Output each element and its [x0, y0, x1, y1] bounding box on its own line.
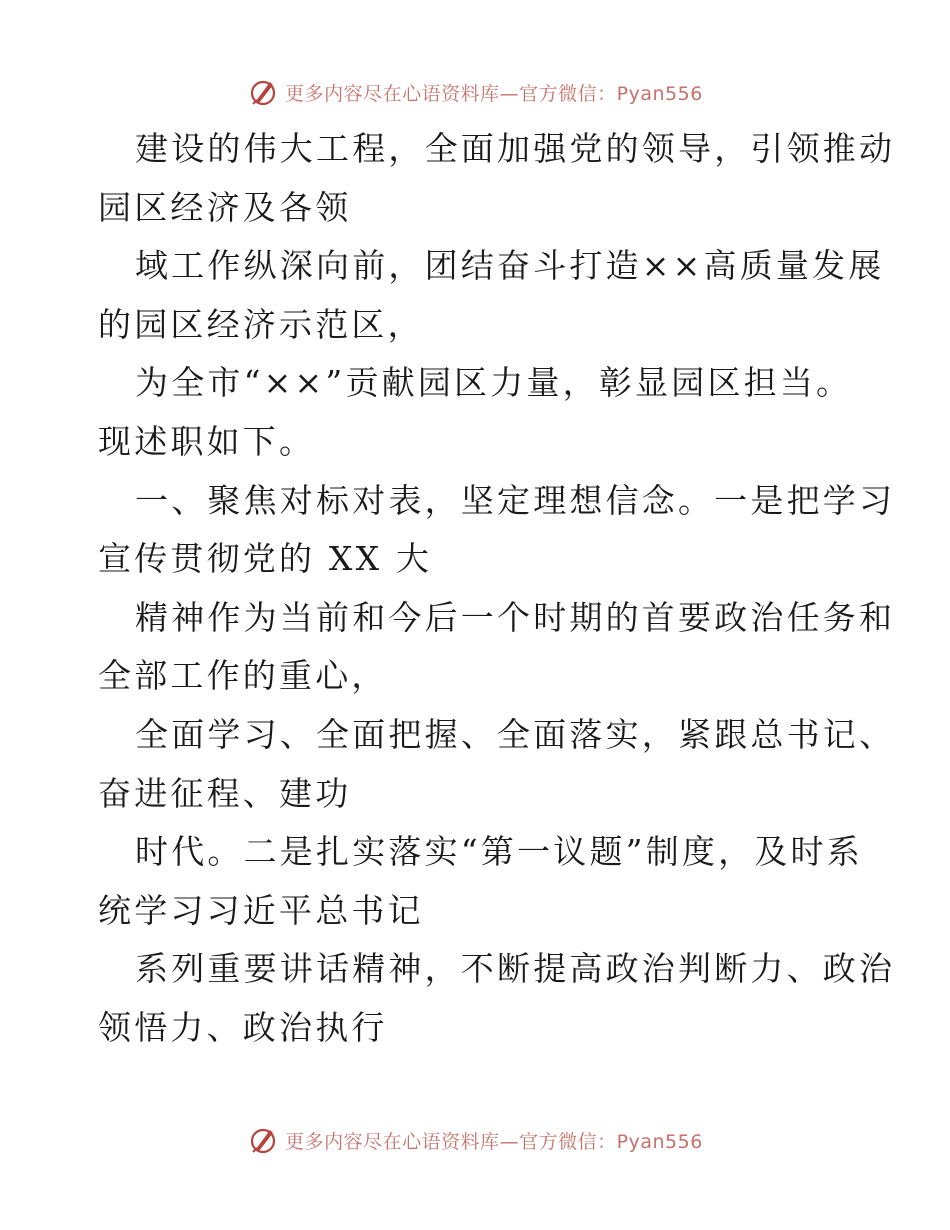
text-line: 建设的伟大工程，全面加强党的领导，引领推动 [135, 129, 896, 168]
text-line: 精神作为当前和今后一个时期的首要政治任务和 [135, 597, 896, 637]
watermark-text: 更多内容尽在心语资料库—官方微信：Pyan556 [285, 1130, 703, 1153]
text-line: 现述职如下。 [98, 421, 316, 461]
text-line: 园区经济及各领 [98, 187, 352, 227]
header-watermark [0, 72, 950, 112]
quill-pen-seal-icon [247, 76, 279, 108]
watermark-text: 更多内容尽在心语资料库—官方微信：Pyan556 [285, 82, 703, 105]
document-body [98, 120, 896, 1058]
text-line: 一、聚焦对标对表，坚定理想信念。一是把学习 [135, 480, 896, 520]
text-line: 领悟力、政治执行 [98, 1007, 388, 1047]
text-line: 全部工作的重心， [98, 656, 388, 696]
text-line: 时代。二是扎实落实“第一议题”制度，及时系 [135, 832, 863, 872]
text-line: 域工作纵深向前，团结奋斗打造××高质量发展 [135, 246, 885, 286]
quill-pen-seal-icon [247, 1124, 279, 1156]
text-line: 的园区经济示范区， [98, 304, 424, 344]
text-line: 为全市“××”贡献园区力量，彰显园区担当。 [135, 363, 853, 403]
text-line: 系列重要讲话精神，不断提高政治判断力、政治 [135, 949, 896, 989]
text-line: 全面学习、全面把握、全面落实，紧跟总书记、 [135, 714, 896, 754]
text-line: 统学习习近平总书记 [98, 890, 424, 930]
footer-watermark [0, 1120, 950, 1160]
text-line: 奋进征程、建功 [98, 773, 352, 813]
text-line: 宣传贯彻党的 XX 大 [98, 539, 433, 579]
